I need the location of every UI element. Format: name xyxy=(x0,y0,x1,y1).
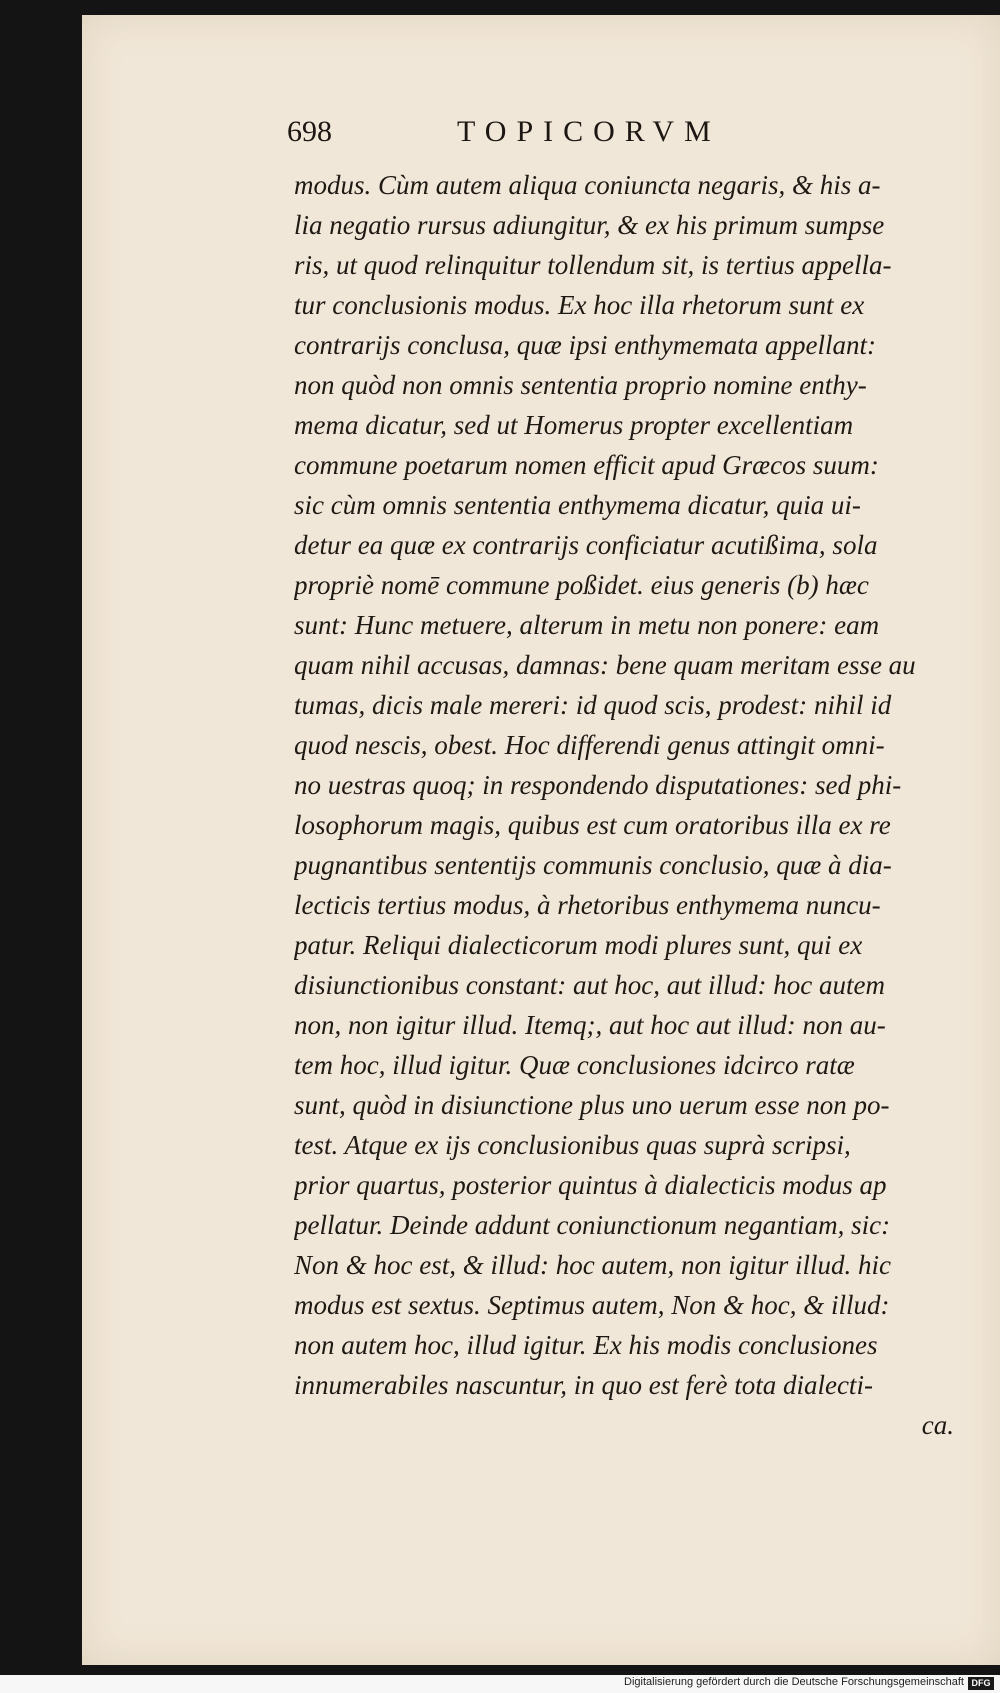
text-line: disiunctionibus constant: aut hoc, aut illud: hoc autem xyxy=(294,970,885,1000)
catchword-line: ca. xyxy=(921,1410,954,1440)
text-line: non quòd non omnis sententia proprio nomine enthy- xyxy=(294,370,867,400)
book-page xyxy=(82,15,1000,1665)
text-line: prior quartus, posterior quintus à dialecticis modus ap xyxy=(294,1170,887,1200)
text-line: quam nihil accusas, damnas: bene quam meritam esse au xyxy=(294,650,916,680)
text-line: modus est sextus. Septimus autem, Non & hoc, & illud: xyxy=(294,1290,890,1320)
text-line: tumas, dicis male mereri: id quod scis, prodest: nihil id xyxy=(294,690,892,720)
text-line: Non & hoc est, & illud: hoc autem, non igitur illud. hic xyxy=(294,1250,891,1280)
text-line: non, non igitur illud. Itemq;, aut hoc aut illud: non au- xyxy=(294,1010,886,1040)
text-line: pellatur. Deinde addunt coniunctionum negantiam, sic: xyxy=(294,1210,891,1240)
text-line: sic cùm omnis sententia enthymema dicatur, quia ui- xyxy=(294,490,861,520)
text-line: lia negatio rursus adiungitur, & ex his primum sumpse xyxy=(294,210,885,240)
text-line: pugnantibus sententijs communis conclusio, quæ à dia- xyxy=(294,850,892,880)
text-line: non autem hoc, illud igitur. Ex his modis conclusiones xyxy=(294,1330,878,1360)
body-text xyxy=(294,165,954,1445)
page-header xyxy=(287,115,847,163)
text-line: detur ea quæ ex contrarijs conficiatur acutißima, sola xyxy=(294,530,878,560)
text-line: tem hoc, illud igitur. Quæ conclusiones idcirco ratæ xyxy=(294,1050,855,1080)
text-line: tur conclusionis modus. Ex hoc illa rhetorum sunt ex xyxy=(294,290,865,320)
text-line: losophorum magis, quibus est cum oratoribus illa ex re xyxy=(294,810,891,840)
text-line: patur. Reliqui dialecticorum modi plures sunt, qui ex xyxy=(294,930,863,960)
digitization-footer xyxy=(0,1675,1000,1693)
text-line: mema dicatur, sed ut Homerus propter excellentiam xyxy=(294,410,854,440)
text-line: modus. Cùm autem aliqua coniuncta negaris, & his a- xyxy=(294,170,881,200)
text-line: no uestras quoq; in respondendo disputationes: sed phi- xyxy=(294,770,902,800)
running-title: TOPICORVM xyxy=(457,115,721,148)
text-line: ris, ut quod relinquitur tollendum sit, is tertius appella- xyxy=(294,250,892,280)
text-line: commune poetarum nomen efficit apud Græcos suum: xyxy=(294,450,879,480)
text-line: test. Atque ex ijs conclusionibus quas suprà scripsi, xyxy=(294,1130,851,1160)
text-line: lecticis tertius modus, à rhetoribus enthymema nuncu- xyxy=(294,890,881,920)
text-line: propriè nomē commune poßidet. eius generis (b) hæc xyxy=(294,570,869,600)
text-line: quod nescis, obest. Hoc differendi genus attingit omni- xyxy=(294,730,885,760)
dfg-logo-icon: DFG xyxy=(968,1677,994,1690)
text-line: innumerabiles nascuntur, in quo est ferè tota dialecti- xyxy=(294,1370,873,1400)
text-line: sunt, quòd in disiunctione plus uno uerum esse non po- xyxy=(294,1090,890,1120)
text-line: contrarijs conclusa, quæ ipsi enthymemata appellant: xyxy=(294,330,876,360)
funding-credit: Digitalisierung gefördert durch die Deutsche Forschungsgemeinschaft xyxy=(624,1676,964,1688)
page-number: 698 xyxy=(287,115,332,148)
text-line: sunt: Hunc metuere, alterum in metu non ponere: eam xyxy=(294,610,880,640)
